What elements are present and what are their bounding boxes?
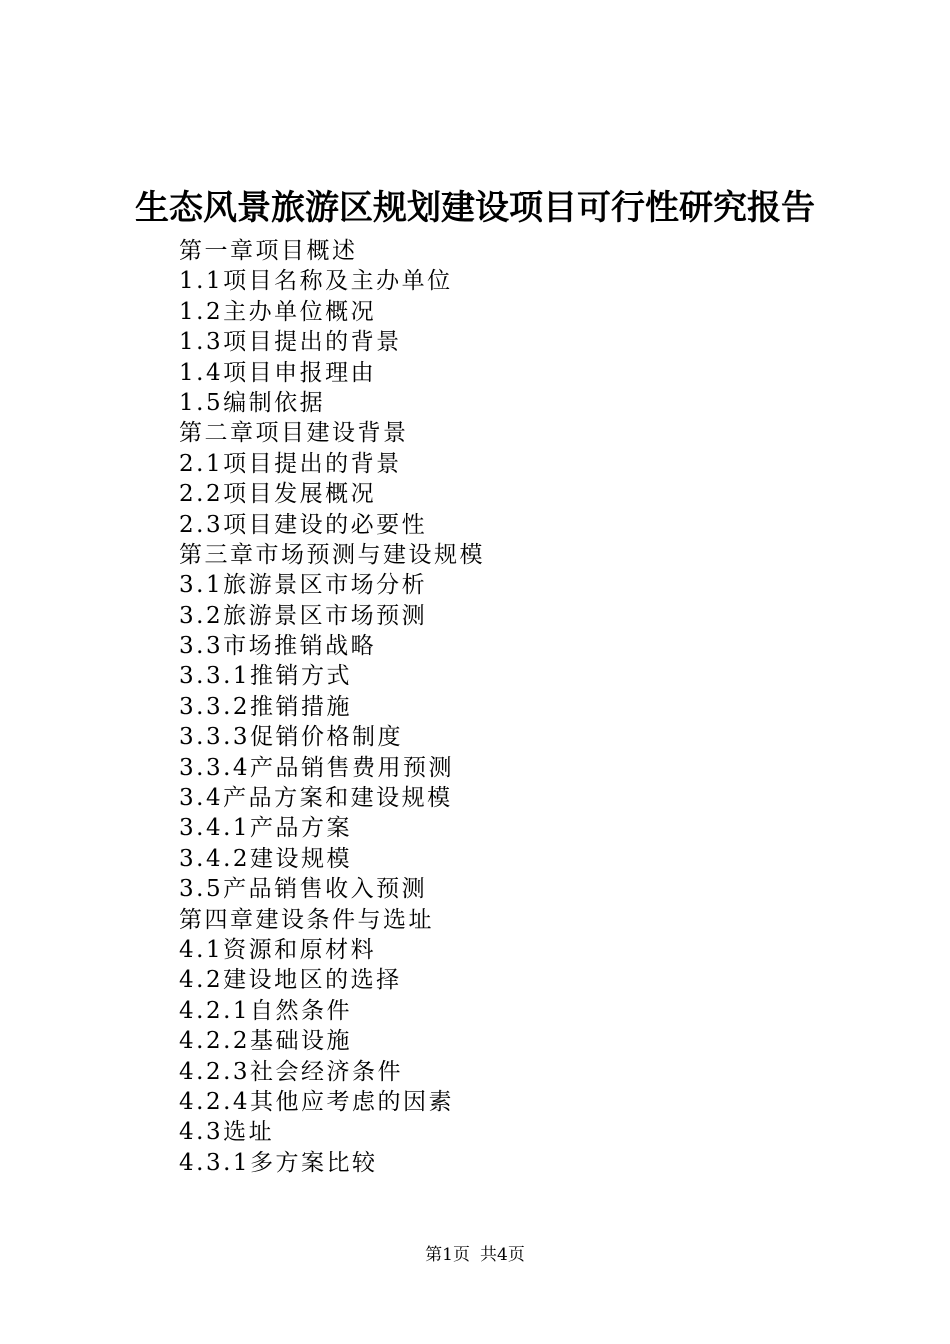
toc-item: 1.5编制依据 — [179, 389, 326, 416]
toc-item: 4.2.2基础设施 — [179, 1028, 353, 1055]
toc-item: 4.3选址 — [179, 1119, 275, 1146]
toc-item: 1.4项目申报理由 — [179, 359, 377, 386]
toc-item: 1.3项目提出的背景 — [179, 329, 402, 356]
page-number: 第1页 — [425, 1245, 470, 1265]
toc-item: 3.3.3促销价格制度 — [179, 724, 404, 751]
toc-item: 3.3.1推销方式 — [179, 663, 353, 690]
toc-item: 3.3.2推销措施 — [179, 693, 353, 720]
toc-item: 第三章市场预测与建设规模 — [179, 541, 485, 568]
toc-item: 2.1项目提出的背景 — [179, 450, 402, 477]
toc-item: 2.3项目建设的必要性 — [179, 511, 428, 538]
toc-item: 第一章项目概述 — [179, 238, 358, 264]
toc-item: 1.2主办单位概况 — [179, 298, 377, 325]
toc-item: 4.2建设地区的选择 — [179, 967, 402, 994]
toc-item: 3.4产品方案和建设规模 — [179, 785, 453, 812]
toc-item: 3.4.2建设规模 — [179, 845, 353, 872]
toc-item: 3.3市场推销战略 — [179, 633, 377, 660]
toc-item: 3.3.4产品销售费用预测 — [179, 754, 455, 781]
toc-item: 4.2.1自然条件 — [179, 997, 353, 1024]
document-title: 生态风景旅游区规划建设项目可行性研究报告 — [135, 188, 815, 228]
toc-item: 1.1项目名称及主办单位 — [179, 268, 453, 295]
toc-item: 3.1旅游景区市场分析 — [179, 572, 428, 599]
page-footer — [0, 1243, 950, 1267]
toc-item: 4.2.3社会经济条件 — [179, 1058, 404, 1085]
toc-item: 4.2.4其他应考虑的因素 — [179, 1088, 455, 1115]
toc-item: 第二章项目建设背景 — [179, 420, 409, 447]
toc-item: 4.3.1多方案比较 — [179, 1149, 378, 1176]
toc-item: 3.5产品销售收入预测 — [179, 876, 428, 903]
table-of-contents — [179, 236, 485, 1178]
toc-item: 4.1资源和原材料 — [179, 936, 377, 963]
toc-item: 第四章建设条件与选址 — [179, 906, 434, 933]
toc-item: 2.2项目发展概况 — [179, 481, 377, 508]
toc-item: 3.4.1产品方案 — [179, 815, 353, 842]
page-total: 共4页 — [480, 1245, 525, 1265]
toc-item: 3.2旅游景区市场预测 — [179, 602, 428, 629]
